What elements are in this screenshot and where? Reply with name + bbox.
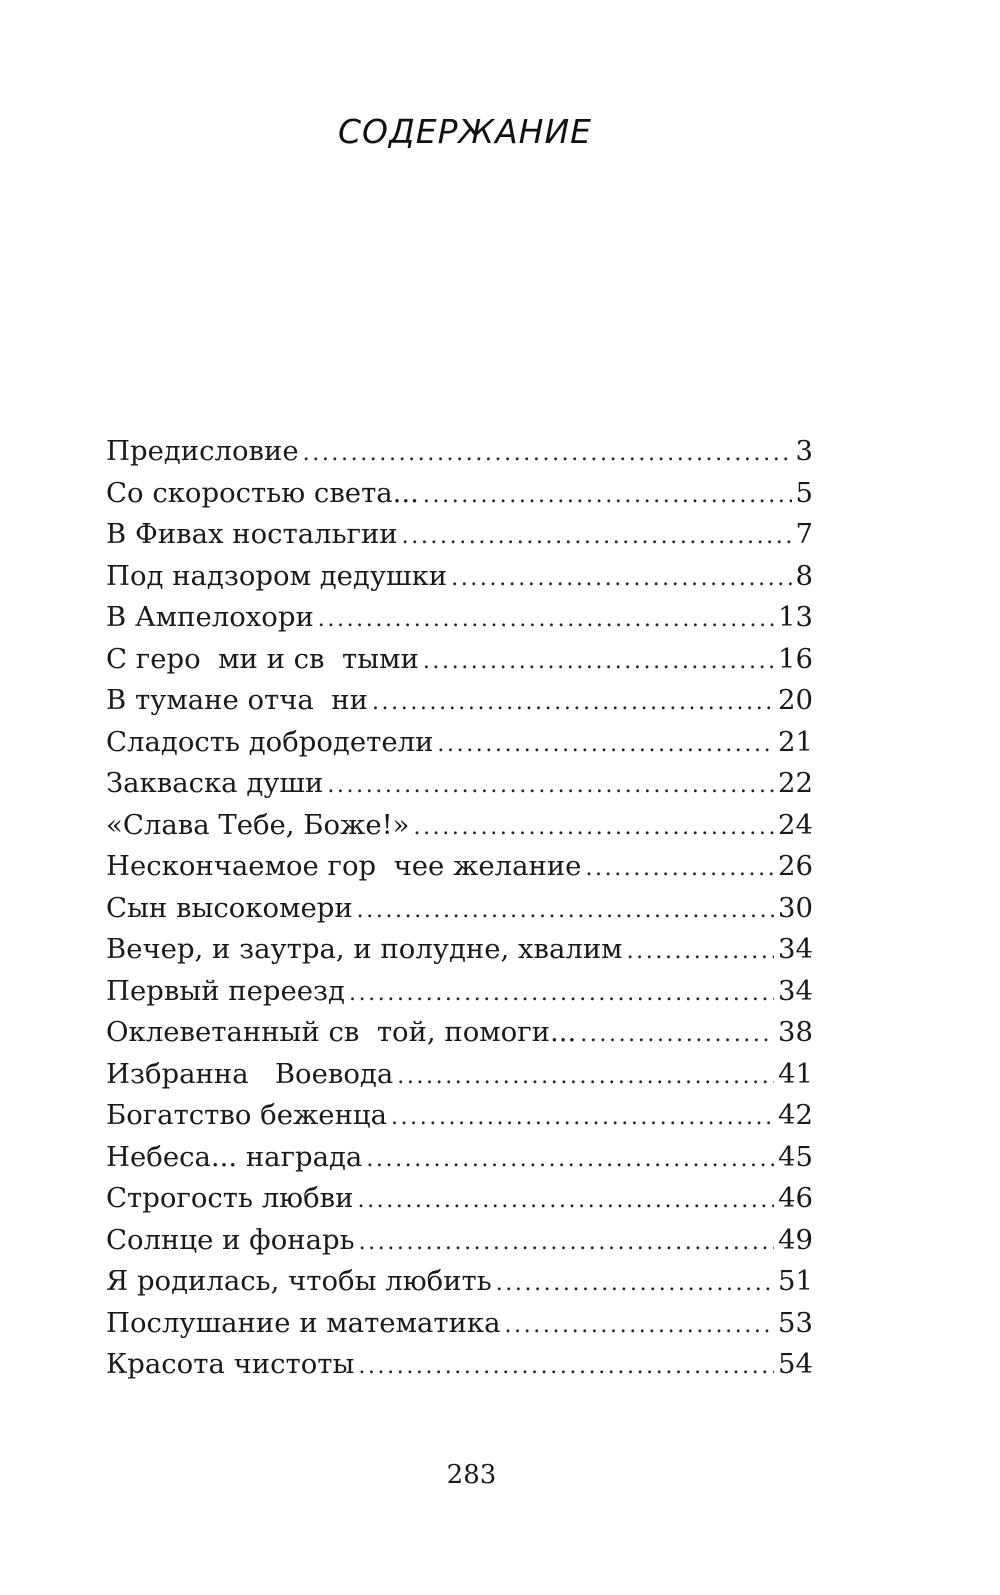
toc-entry-page: 41 xyxy=(778,1057,813,1090)
toc-entry-title: Послушание и математика xyxy=(106,1306,501,1339)
toc-entry-title: Строгость любви xyxy=(106,1182,354,1214)
toc-entry-title: Со скоростью света... xyxy=(106,476,419,509)
toc-entry-title: Нескончаемое гор чее желание xyxy=(106,850,582,882)
toc-entry-page: 22 xyxy=(778,767,813,799)
toc-entry-title: Оклеветанный св той, помоги... xyxy=(106,1016,577,1048)
toc-entry xyxy=(106,722,813,764)
toc-entry xyxy=(106,639,813,681)
toc-leader-dots xyxy=(504,1305,774,1347)
toc-leader-dots xyxy=(372,682,774,724)
toc-entry-title: «Слава Тебе, Боже!» xyxy=(106,808,410,841)
toc-leader-dots xyxy=(397,1056,774,1098)
toc-leader-dots xyxy=(358,1180,775,1222)
toc-entry-page: 7 xyxy=(795,518,813,550)
toc-entry-page: 38 xyxy=(778,1016,813,1048)
toc-entry-page: 21 xyxy=(778,725,813,758)
toc-entry xyxy=(106,597,813,639)
toc-entry xyxy=(106,1303,813,1345)
toc-entry-title: Закваска души xyxy=(106,767,324,799)
toc-entry xyxy=(106,1012,813,1054)
toc-entry xyxy=(106,1344,813,1386)
toc-entry-page: 13 xyxy=(778,601,813,633)
toc-entry xyxy=(106,431,813,473)
toc-leader-dots xyxy=(358,1346,774,1388)
toc-entry-title: Красота чистоты xyxy=(106,1348,355,1380)
toc-entry-title: Богатство беженца xyxy=(106,1099,387,1131)
toc-leader-dots xyxy=(580,1014,774,1056)
toc-entry xyxy=(106,846,813,888)
toc-entry xyxy=(106,971,813,1013)
toc-leader-dots xyxy=(437,724,774,766)
toc-entry-title: Сын высокомери xyxy=(106,891,353,924)
toc-entry-title: Вечер, и заутра, и полудне, хвалим xyxy=(106,933,623,965)
toc-entry-page: 34 xyxy=(778,974,813,1007)
toc-entry xyxy=(106,1220,813,1262)
toc-leader-dots xyxy=(627,931,774,973)
toc-entry xyxy=(106,763,813,805)
toc-entry-page: 49 xyxy=(778,1223,813,1256)
toc-entry-title: Я родилась, чтобы любить xyxy=(106,1265,492,1297)
toc-leader-dots xyxy=(349,973,774,1015)
toc-entry-page: 51 xyxy=(778,1265,813,1297)
toc-entry-title: В Фивах ностальгии xyxy=(106,518,398,550)
toc-entry-page: 24 xyxy=(778,808,813,841)
page-number: 283 xyxy=(446,1460,497,1490)
toc-entry-title: Предисловие xyxy=(106,435,299,467)
toc-entry-title: Избранна Воевода xyxy=(106,1057,394,1090)
toc-entry xyxy=(106,1054,813,1096)
toc-entry xyxy=(106,1261,813,1303)
toc-entry xyxy=(106,514,813,556)
toc-leader-dots xyxy=(402,516,792,558)
toc-leader-dots xyxy=(359,1222,774,1264)
toc-leader-dots xyxy=(366,1139,774,1181)
toc-entry-page: 53 xyxy=(778,1306,813,1339)
toc-entry-title: Сладость добродетели xyxy=(106,725,434,758)
toc-leader-dots xyxy=(496,1263,774,1305)
toc-entry-title: В Ампелохори xyxy=(106,601,314,633)
toc-entry-page: 20 xyxy=(778,684,813,716)
toc-entry-title: Первый переезд xyxy=(106,974,345,1007)
table-of-contents xyxy=(106,431,813,1386)
toc-entry-page: 5 xyxy=(795,476,813,509)
toc-leader-dots xyxy=(357,890,774,932)
toc-entry-page: 54 xyxy=(778,1348,813,1380)
toc-entry xyxy=(106,1137,813,1179)
toc-leader-dots xyxy=(318,599,774,641)
toc-leader-dots xyxy=(423,475,792,517)
toc-entry xyxy=(106,888,813,930)
toc-entry-page: 3 xyxy=(795,435,813,467)
toc-leader-dots xyxy=(451,558,791,600)
toc-entry xyxy=(106,556,813,598)
toc-entry-title: Солнце и фонарь xyxy=(106,1223,355,1256)
toc-entry-page: 42 xyxy=(778,1099,813,1131)
toc-entry xyxy=(106,1095,813,1137)
toc-entry-title: Небеса... награда xyxy=(106,1140,363,1173)
toc-leader-dots xyxy=(423,641,774,683)
toc-entry xyxy=(106,929,813,971)
page-title: СОДЕРЖАНИЕ xyxy=(337,112,593,151)
toc-entry-title: Под надзором дедушки xyxy=(106,559,448,592)
toc-entry-title: В тумане отча ни xyxy=(106,684,368,716)
toc-entry xyxy=(106,473,813,515)
toc-entry-page: 8 xyxy=(795,559,813,592)
toc-leader-dots xyxy=(327,765,774,807)
toc-leader-dots xyxy=(303,433,792,475)
toc-leader-dots xyxy=(414,807,775,849)
toc-leader-dots xyxy=(391,1097,774,1139)
toc-entry-page: 30 xyxy=(778,891,813,924)
toc-entry-page: 46 xyxy=(778,1182,813,1214)
toc-entry xyxy=(106,1178,813,1220)
toc-entry xyxy=(106,680,813,722)
toc-entry-page: 26 xyxy=(778,850,813,882)
toc-entry xyxy=(106,805,813,847)
toc-entry-page: 16 xyxy=(778,642,813,675)
toc-entry-page: 34 xyxy=(778,933,813,965)
toc-entry-page: 45 xyxy=(778,1140,813,1173)
toc-entry-title: С геро ми и св тыми xyxy=(106,642,419,675)
toc-leader-dots xyxy=(585,848,774,890)
